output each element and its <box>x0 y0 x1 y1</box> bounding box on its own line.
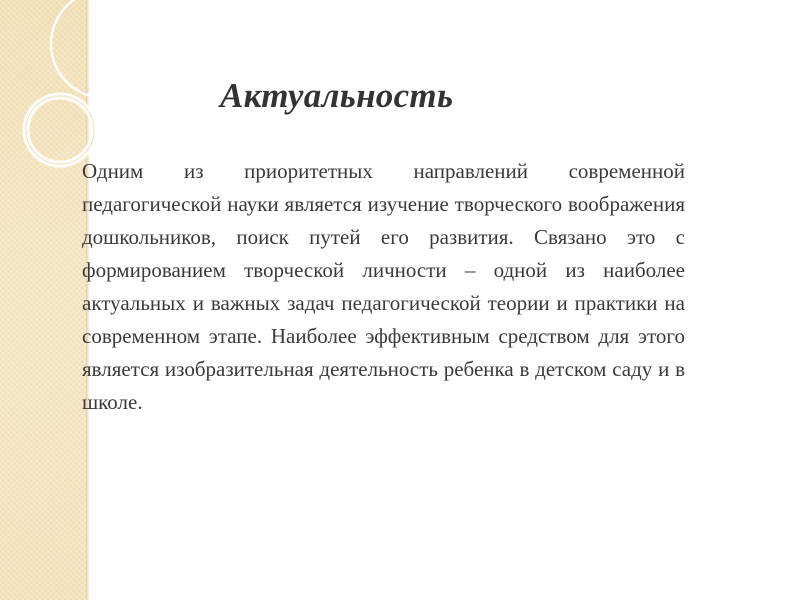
decorative-circle-medium-outline <box>26 96 94 164</box>
slide-title: Актуальность <box>220 76 454 115</box>
decorative-circle-large <box>51 0 159 98</box>
slide-body-text: Одним из приоритетных направлений современной педагогической науки является изучение творческого воображения дошкольников, поиск путей его развития. Связано это с формированием творческой личности – одной из наиболее актуальных и важных задач педагогической теории и практики на современном этапе. Наиболее эффективным средством для этого является изобразительная деятельность ребенка в детском саду и в школе. <box>82 159 685 414</box>
